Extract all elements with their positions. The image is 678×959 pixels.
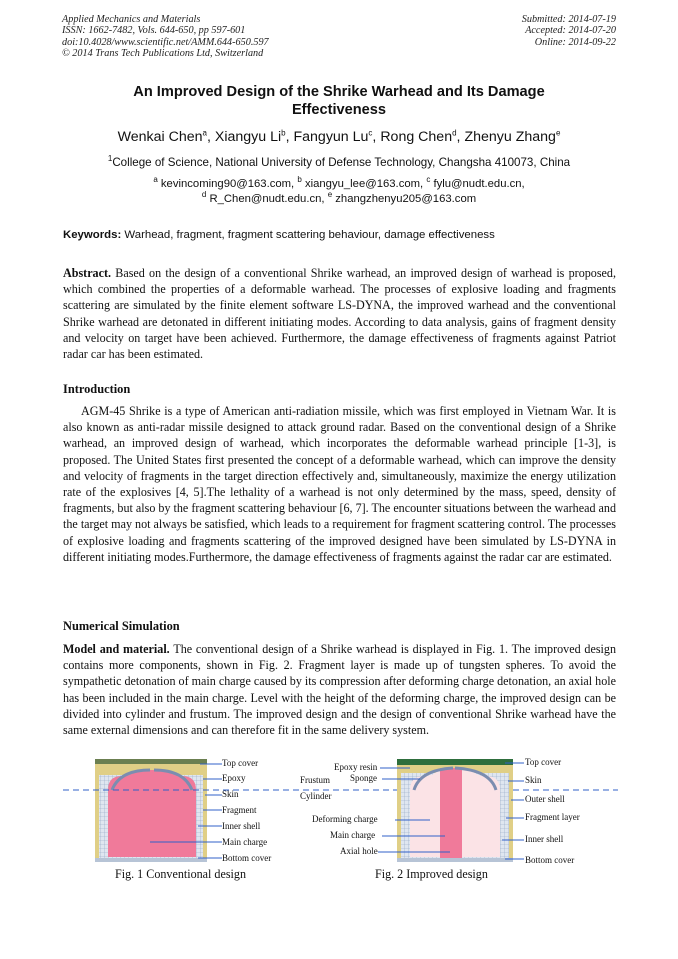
fig1-caption: Fig. 1 Conventional design: [115, 867, 247, 881]
fig2-label-cylinder: Cylinder: [300, 791, 332, 801]
fig2-label-main-charge: Main charge: [330, 830, 376, 840]
fig2-warhead: [397, 759, 513, 862]
author: Rong Chen$^d$: [380, 128, 457, 145]
fig1-label-bottom-cover: Bottom cover: [222, 853, 272, 863]
numerical-heading: Numerical Simulation: [63, 619, 180, 633]
doi-line: doi:10.4028/www.scientific.net/AMM.644-650.597: [62, 36, 269, 48]
submitted-date: Submitted: 2014-07-19: [521, 14, 616, 25]
fig2-label-outer-shell: Outer shell: [525, 794, 565, 804]
fig2-label-fragment-layer: Fragment layer: [525, 812, 580, 822]
author: Fangyun Lu$^c$: [293, 128, 373, 145]
fig1-label-main-charge: Main charge: [222, 837, 268, 847]
fig1-label-inner-shell: Inner shell: [222, 821, 261, 831]
fig2-label-bottom-cover: Bottom cover: [525, 855, 575, 865]
intro-heading: Introduction: [63, 382, 131, 396]
fig1-label-skin: Skin: [222, 789, 239, 799]
fig2-label-top-cover: Top cover: [525, 757, 562, 767]
fig2-label-skin: Skin: [525, 775, 542, 785]
email[interactable]: $^d$ R_Chen@nudt.edu.cn,: [201, 190, 325, 205]
author: Xiangyu Li$^b$: [214, 128, 286, 145]
fig1-top-cover: [95, 759, 207, 764]
fig2-caption: Fig. 2 Improved design: [375, 867, 488, 881]
fig1-warhead: [95, 759, 207, 862]
email[interactable]: $^c$ fylu@nudt.edu.cn,: [426, 175, 525, 190]
fig2-top-cover: [397, 759, 513, 765]
journal-name: Applied Mechanics and Materials: [62, 14, 201, 25]
email[interactable]: $^b$ xiangyu_lee@163.com,: [297, 175, 424, 190]
paper-title: An Improved Design of the Shrike Warhead and Its Damage Effectiveness: [133, 84, 545, 118]
fig2-label-sponge: Sponge: [350, 773, 377, 783]
intro-paragraph: AGM-45 Shrike is a type of American anti-radiation missile, which was first employed in Vietnam War. It is also known as anti-radar missile designed to attack ground radar. Based on the conventional design of a Shrike warhead, an improved design of warhead, which incorporates the deformable warhead principle [1-3], is proposed. The United States first presented the concept of a deformable warhead, which can improve the density and velocity of fragments in the target direction effectively and, simultaneously, maximize the energy utilization rate of the explosives [4, 5].The lethality of a warhead is not only determined by the mass, speed, density of fragments, but also by the fragment scattering behaviour [6, 7]. The encounter situations between the warhead and the target may not always be satisfied, which leads to a requirement for fragment scattering control. The processes of explosive loading and fragments scattering of the improved designed have been simulated by LS-DYNA in different initiating modes.Furthermore, the damage effectiveness of fragments against the radar car are estimated.: [63, 404, 616, 564]
fig2-axial-hole-region: [440, 768, 462, 858]
fig2-label-epoxy-resin: Epoxy resin: [334, 762, 378, 772]
copyright-line: © 2014 Trans Tech Publications Ltd, Switzerland: [62, 48, 264, 60]
fig2-label-deforming-charge: Deforming charge: [312, 814, 378, 824]
abstract: Abstract. Based on the design of a conventional Shrike warhead, an improved design of warhead is proposed, which combined the properties of a deformable warhead. The processes of explosive loading and fragments scattering are simulated by the finite element software LS-DYNA, the improved warhead and the conventional Shrike warhead are detonated in different initiating modes. According to data analysis, gains of fragment density and velocity on target have been achieved. Furthermore, the damage effectiveness of fragments against Patriot radar car has been estimated.: [63, 266, 616, 362]
fig1-label-epoxy: Epoxy: [222, 773, 246, 783]
email[interactable]: $^e$ zhangzhenyu205@163.com: [327, 190, 477, 205]
online-date: Online: 2014-09-22: [534, 36, 616, 48]
email[interactable]: $^a$ kevincoming90@163.com,: [153, 175, 295, 190]
fig1-label-top-cover: Top cover: [222, 758, 259, 768]
accepted-date: Accepted: 2014-07-20: [525, 25, 616, 37]
keywords: Keywords: Warhead, fragment, fragment scattering behaviour, damage effectiveness: [63, 229, 495, 241]
fig2-bottom-cover: [397, 858, 513, 862]
issn-line: ISSN: 1662-7482, Vols. 644-650, pp 597-601: [62, 25, 246, 37]
model-paragraph: Model and material. The conventional design of a Shrike warhead is displayed in Fig. 1. The improved design contains more components, shown in Fig. 2. Fragment layer is made up of tungsten spheres. To avoid the sympathetic detonation of main charge caused by its compression after deforming charge detonation, an axial hole has been included in the main charge. Level with the height of the deforming charge, the improved design can be divided into cylinder and frustum. The improved design and the design of conventional Shrike warhead have the same external dimensions and can therefore fit in the same delivery system.: [63, 642, 617, 738]
author-list: Wenkai Chen$^a$, Xiangyu Li$^b$, Fangyun Lu$^c$, Rong Chen$^d$, Zhenyu Zhang$^e$: [117, 128, 561, 145]
author: Zhenyu Zhang$^e$: [464, 128, 561, 145]
fig1-main-charge: [108, 770, 196, 857]
fig2-label-frustum: Frustum: [300, 775, 331, 785]
author: Wenkai Chen$^a$: [117, 128, 207, 145]
fig1-bottom-cover: [95, 858, 207, 862]
fig1-label-fragment: Fragment: [222, 805, 257, 815]
fig2-label-axial-hole: Axial hole: [340, 846, 378, 856]
fig2-label-inner-shell: Inner shell: [525, 834, 564, 844]
affiliation: $^1$College of Science, National University of Defense Technology, Changsha 410073, China: [107, 154, 571, 169]
